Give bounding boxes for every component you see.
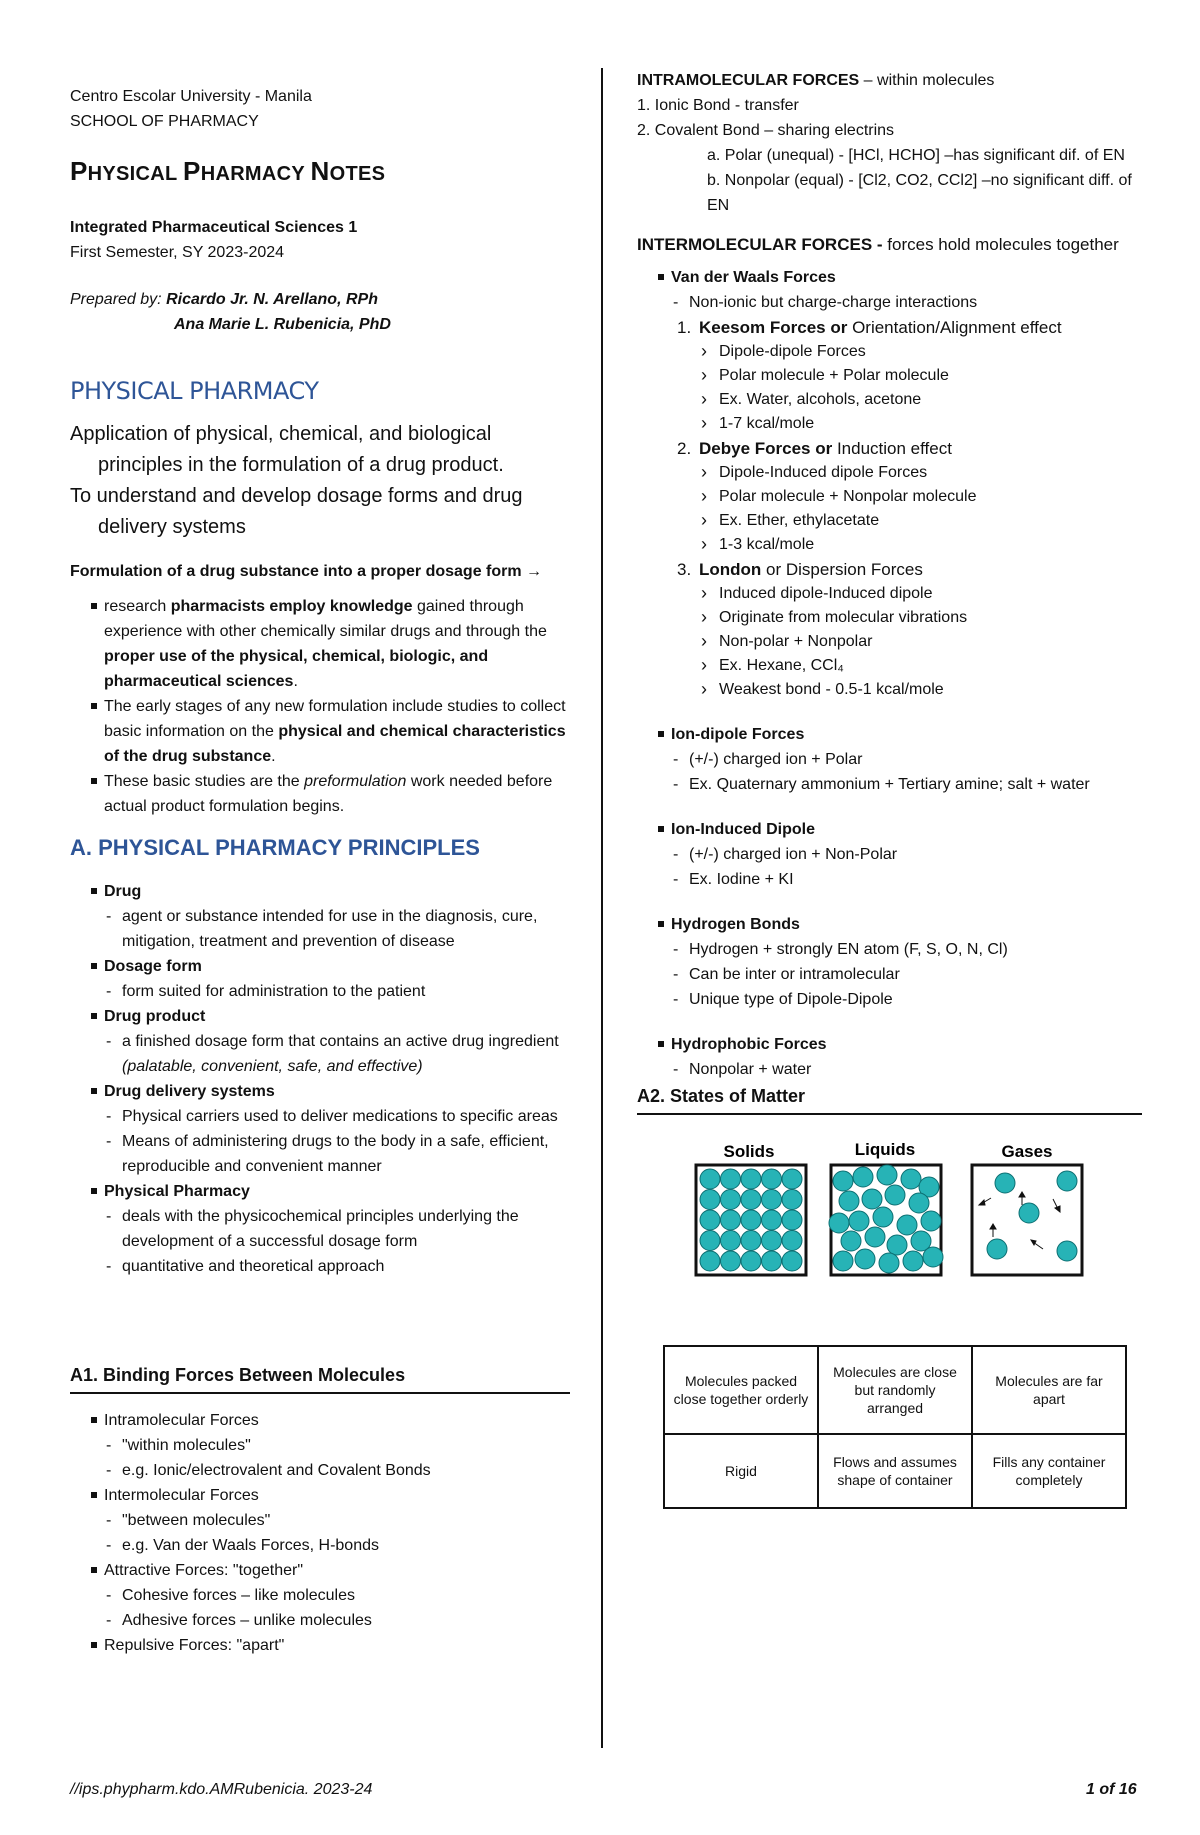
list-item: The early stages of any new formulation include studies to collect basic information on the physical and chemical characteristics of the drug substance. <box>70 694 570 769</box>
list-item: › Originate from molecular vibrations <box>699 606 1142 630</box>
term: First Semester, SY 2023-2024 <box>70 244 285 261</box>
page-number: 1 of 16 <box>1086 1781 1137 1798</box>
particle <box>855 1249 875 1269</box>
particle <box>762 1169 782 1189</box>
particle <box>909 1193 929 1213</box>
attractive-item: Attractive Forces: "together" <box>70 1558 570 1583</box>
principles-heading: A. PHYSICAL PHARMACY PRINCIPLES <box>70 835 480 860</box>
particle <box>1019 1203 1039 1223</box>
particle <box>741 1231 761 1251</box>
term-drug-delivery-systems: Drug delivery systems <box>70 1079 570 1104</box>
school-name: SCHOOL OF PHARMACY <box>70 113 259 130</box>
repulsive-item: Repulsive Forces: "apart" <box>70 1633 570 1658</box>
debye-list <box>637 461 1142 557</box>
particle <box>897 1215 917 1235</box>
covalent-bond: 2. Covalent Bond – sharing electrins <box>637 122 895 139</box>
particle <box>865 1227 885 1247</box>
solids-particles <box>700 1169 802 1271</box>
particle <box>987 1239 1007 1259</box>
covalent-nonpolar: b. Nonpolar (equal) - [Cl2, CO2, CCl2] –no significant diff. of EN <box>707 172 1132 214</box>
pp-definition-1: - deals with the physicochemical principles underlying the development of a successful dosage form <box>106 1204 570 1254</box>
particle <box>1057 1241 1077 1261</box>
particle <box>903 1251 923 1271</box>
pp-definition-2: - quantitative and theoretical approach <box>106 1254 570 1279</box>
particle <box>762 1231 782 1251</box>
particle <box>721 1251 741 1271</box>
particle <box>762 1251 782 1271</box>
list-item: › 1-7 kcal/mole <box>699 412 1142 436</box>
document-title: PHYSICAL PHARMACY NOTES <box>70 156 386 186</box>
attr-sub-2: - Adhesive forces – unlike molecules <box>106 1608 570 1633</box>
particle <box>721 1210 741 1230</box>
inter-sub-2: - e.g. Van der Waals Forces, H-bonds <box>106 1533 570 1558</box>
drug-product-definition: - a finished dosage form that contains an active drug ingredient (palatable, convenient, safe, and effective) <box>106 1029 570 1079</box>
particle <box>862 1189 882 1209</box>
table-row <box>664 1346 1126 1434</box>
intramolecular-item: Intramolecular Forces <box>70 1408 570 1433</box>
particle <box>700 1231 720 1251</box>
particle <box>921 1211 941 1231</box>
principles-list <box>70 879 570 904</box>
term-physical-pharmacy: Physical Pharmacy <box>70 1179 570 1204</box>
inter-sub-1: - "between molecules" <box>106 1508 570 1533</box>
particle <box>741 1169 761 1189</box>
particle <box>782 1210 802 1230</box>
debye-heading: 2. Debye Forces or Induction effect <box>677 439 952 458</box>
list-item: - Hydrogen + strongly EN atom (F, S, O, N, Cl) <box>673 937 1142 962</box>
particle <box>782 1231 802 1251</box>
dosage-form-definition: - form suited for administration to the patient <box>106 979 570 1004</box>
states-of-matter-heading: A2. States of Matter <box>637 1086 1142 1115</box>
prepared-by: Prepared by: Ricardo Jr. N. Arellano, RPh <box>70 291 378 308</box>
ion-induced-list <box>637 842 1142 892</box>
list-item: › Dipole-Induced dipole Forces <box>699 461 1142 485</box>
list-item: - Unique type of Dipole-Dipole <box>673 987 1142 1012</box>
hydrogen-bonds-heading: Hydrogen Bonds <box>637 912 1142 937</box>
covalent-polar: a. Polar (unequal) - [HCl, HCHO] –has significant dif. of EN <box>707 147 1125 164</box>
list-item: › Ex. Ether, ethylacetate <box>699 509 1142 533</box>
particle <box>782 1190 802 1210</box>
dds-definition-2: - Means of administering drugs to the body in a safe, efficient, reproducible and convenient manner <box>106 1129 570 1179</box>
intermolecular-title: INTERMOLECULAR FORCES - forces hold molecules together <box>637 235 1119 254</box>
particle <box>885 1185 905 1205</box>
definition-2: To understand and develop dosage forms and drug delivery systems <box>70 485 523 538</box>
solids-label: Solids <box>723 1142 775 1161</box>
list-item: These basic studies are the preformulation work needed before actual product formulation begins. <box>70 769 570 819</box>
list-item: - Nonpolar + water <box>673 1057 1142 1082</box>
gases-label: Gases <box>1001 1142 1053 1161</box>
particle <box>1057 1171 1077 1191</box>
particle <box>741 1251 761 1271</box>
particle <box>741 1210 761 1230</box>
particle <box>923 1247 943 1267</box>
term-drug: Drug <box>70 879 570 904</box>
list-item: - (+/-) charged ion + Non-Polar <box>673 842 1142 867</box>
column-divider <box>601 68 603 1748</box>
table-cell: Fills any container completely <box>972 1434 1126 1508</box>
particle <box>853 1167 873 1187</box>
right-column <box>637 68 1142 1509</box>
intra-sub-2: - e.g. Ionic/electrovalent and Covalent Bonds <box>106 1458 570 1483</box>
list-item: › Polar molecule + Polar molecule <box>699 364 1142 388</box>
physical-pharmacy-heading: PHYSICAL PHARMACY <box>70 377 319 405</box>
states-of-matter-table <box>663 1345 1127 1509</box>
particle <box>841 1231 861 1251</box>
ion-dipole-list <box>637 747 1142 797</box>
particle <box>873 1207 893 1227</box>
london-heading: 3. London or Dispersion Forces <box>677 560 923 579</box>
attr-sub-1: - Cohesive forces – like molecules <box>106 1583 570 1608</box>
table-cell: Molecules packed close together orderly <box>664 1346 818 1434</box>
university-name: Centro Escolar University - Manila <box>70 88 312 105</box>
particle <box>700 1251 720 1271</box>
particle <box>839 1191 859 1211</box>
list-item: - Ex. Iodine + KI <box>673 867 1142 892</box>
vdw-heading: Van der Waals Forces <box>637 265 1142 290</box>
particle <box>782 1169 802 1189</box>
particle <box>849 1211 869 1231</box>
term-dosage-form: Dosage form <box>70 954 570 979</box>
particle <box>887 1235 907 1255</box>
list-item: research pharmacists employ knowledge gained through experience with other chemically similar drugs and through the proper use of the physical, chemical, biologic, and pharmaceutical sciences. <box>70 594 570 694</box>
intra-sub-1: - "within molecules" <box>106 1433 570 1458</box>
binding-forces-heading: A1. Binding Forces Between Molecules <box>70 1365 570 1394</box>
ion-induced-heading: Ion-Induced Dipole <box>637 817 1142 842</box>
hydrogen-bonds-list <box>637 937 1142 1012</box>
list-item: - (+/-) charged ion + Polar <box>673 747 1142 772</box>
drug-definition: - agent or substance intended for use in the diagnosis, cure, mitigation, treatment and prevention of disease <box>106 904 570 954</box>
formulation-list <box>70 594 570 819</box>
particle <box>721 1231 741 1251</box>
footer-source: //ips.phypharm.kdo.AMRubenicia. 2023-24 <box>70 1781 373 1798</box>
particle <box>762 1190 782 1210</box>
keesom-heading: 1. Keesom Forces or Orientation/Alignment effect <box>677 318 1062 337</box>
particle <box>721 1169 741 1189</box>
list-item: - Ex. Quaternary ammonium + Tertiary amine; salt + water <box>673 772 1142 797</box>
hydrophobic-list <box>637 1057 1142 1082</box>
list-item: › 1-3 kcal/mole <box>699 533 1142 557</box>
dds-definition-1: - Physical carriers used to deliver medications to specific areas <box>106 1104 570 1129</box>
list-item: › Ex. Water, alcohols, acetone <box>699 388 1142 412</box>
list-item: - Can be inter or intramolecular <box>673 962 1142 987</box>
particle <box>782 1251 802 1271</box>
particle <box>700 1210 720 1230</box>
particle <box>700 1169 720 1189</box>
definition-1: Application of physical, chemical, and biological principles in the formulation of a drug product. <box>70 423 504 476</box>
particle <box>721 1190 741 1210</box>
states-of-matter-diagram <box>679 1137 1099 1287</box>
particle <box>833 1251 853 1271</box>
list-item: › Weakest bond - 0.5-1 kcal/mole <box>699 678 1142 702</box>
formulation-heading: Formulation of a drug substance into a proper dosage form → <box>70 563 543 580</box>
ion-dipole-heading: Ion-dipole Forces <box>637 722 1142 747</box>
table-cell: Flows and assumes shape of container <box>818 1434 972 1508</box>
table-cell: Rigid <box>664 1434 818 1508</box>
particle <box>879 1253 899 1273</box>
list-item: › Non-polar + Nonpolar <box>699 630 1142 654</box>
intermolecular-item: Intermolecular Forces <box>70 1483 570 1508</box>
liquids-particles <box>829 1165 943 1273</box>
course-name: Integrated Pharmaceutical Sciences 1 <box>70 219 358 236</box>
term-drug-product: Drug product <box>70 1004 570 1029</box>
particle <box>700 1190 720 1210</box>
particle <box>762 1210 782 1230</box>
particle <box>901 1169 921 1189</box>
keesom-list <box>637 340 1142 436</box>
vdw-definition: - Non-ionic but charge-charge interactions <box>673 290 1142 315</box>
table-cell: Molecules are close but randomly arranged <box>818 1346 972 1434</box>
table-cell: Molecules are far apart <box>972 1346 1126 1434</box>
list-item: › Ex. Hexane, CCl₄ <box>699 654 1142 678</box>
particle <box>877 1165 897 1185</box>
particle <box>995 1173 1015 1193</box>
prepared-by-2: Ana Marie L. Rubenicia, PhD <box>174 316 391 333</box>
particle <box>741 1190 761 1210</box>
list-item: › Dipole-dipole Forces <box>699 340 1142 364</box>
ionic-bond: 1. Ionic Bond - transfer <box>637 97 799 114</box>
list-item: › Induced dipole-Induced dipole <box>699 582 1142 606</box>
list-item: › Polar molecule + Nonpolar molecule <box>699 485 1142 509</box>
hydrophobic-heading: Hydrophobic Forces <box>637 1032 1142 1057</box>
particle <box>829 1213 849 1233</box>
liquids-label: Liquids <box>854 1140 916 1159</box>
intramolecular-title: INTRAMOLECULAR FORCES – within molecules <box>637 72 995 89</box>
left-column <box>70 64 570 1658</box>
london-list <box>637 582 1142 702</box>
table-row <box>664 1434 1126 1508</box>
particle <box>833 1171 853 1191</box>
